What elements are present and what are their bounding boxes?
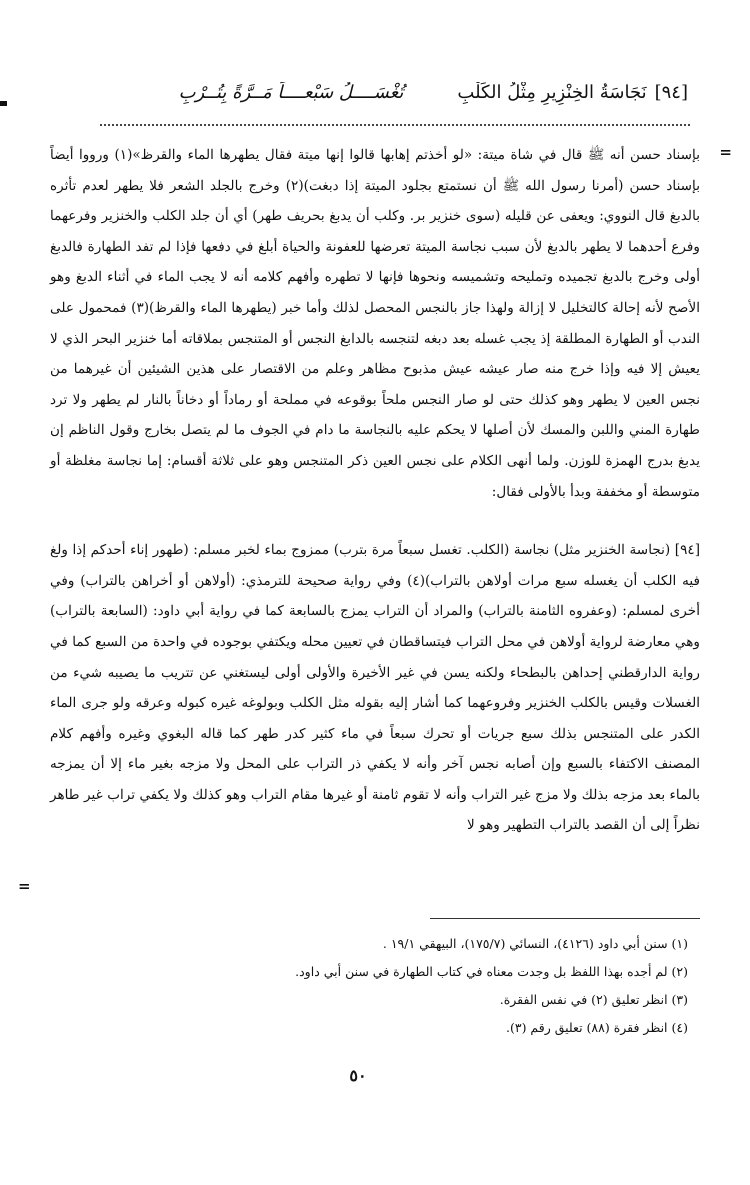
running-header [88,82,688,118]
continuation-mark-top: = [719,143,732,161]
section-number: [٩٤] [654,82,688,103]
paragraph-najasa: [٩٤] (نجاسة الخنزير مثل) نجاسة (الكلب. تغسل سبعاً مرة بترب) ممزوج بماء لخبر مسلم: (طهور إناء أحدكم إذا ولغ فيه الكلب أن يغسله سبع مرات أولاهن بالتراب)(٤) وفي رواية صحيحة للترمذي: (أولاهن أو أخراهن بالتراب) وفي أخرى لمسلم: (وعفروه الثامنة بالتراب) والمراد أن التراب يمزج بالسابعة كما في رواية أبي داود: (السابعة بالتراب) وهي معارضة لرواية أولاهن في محل التراب فيتساقطان في تعيين محله ويكتفي بوجوده في واحدة من السبع كما في رواية الدارقطني إحداهن بالبطحاء ولكنه يسن في غير الأخيرة والأولى أولى ليستغني عن تتريب ما يصيبه شيء من الغسلات وقيس بالكلب الخنزير وفروعهما كما أشار إليه بقوله مثل الكلب وبولوغه غيره كبوله وعرقه ولو جرى الماء الكدر على المتنجس بذلك سبع جريات أو تحرك سبعاً في ماء كثير كدر طهر كما قاله البغوي وغيره وأفهم كلام المصنف الاكتفاء بالسبع وإن أصابه نجس آخر وأنه لا يكفي ذر التراب على المحل ولا مزجه بغير ماء إلا أن يمزجه بالماء بعد مزجه بذلك ولا مزج غير التراب وأنه لا تقوم ثامنة أو غيرها مقام التراب وهو كذلك ولا يكفي تراب غير طاهر نظراً إلى أن القصد بالتراب التطهير وهو لا [50,542,700,834]
page-number: ٥٠ [349,1066,367,1085]
continuation-mark-bottom: = [18,877,31,895]
footnote-rule [430,918,700,919]
paragraph-gap [50,507,700,535]
main-text [50,140,700,841]
paragraph-dabgh: بإسناد حسن أنه ﷺ قال في شاة ميتة: «لو أخذتم إهابها قالوا إنها ميتة فقال يطهرها الماء والقرظ»(١) ورووا أيضاً بإسناد حسن (أمرنا رسول الله ﷺ أن نستمتع بجلود الميتة إذا دبغت)(٢) وخرج بالجلد الشعر فلا يطهر لعدم تأثره بالدبغ قال النووي: ويعفى عن قليله (سوى خنزير بر. وكلب أن يدبغ بحريف طهر) أي أن جلد الكلب والخنزير وفرعهما وفرع أحدهما لا يطهر بالدبغ لأن سبب نجاسة الميتة تعرضها للعفونة والحياة أبلغ في دفعها فإذا لم تفد الطهارة فالدبغ أولى وخرج بالدبغ تجميده وتمليحه وتشميسه ونحوها فإنها لا تطهره وأفهم كلامه أنه لا يجب الماء في أثناء الدبغ وهو الأصح لأنه إحالة كالتخليل لا إزالة ولهذا جاز بالنجس المحصل لذلك وأما خبر (يطهرها الماء والقرظ)(٣) فمحمول على الندب أو الطهارة المطلقة إذ يجب غسله بعد دبغه لتنجسه بالدابغ النجس أو المتنجس بملاقاته أما خنزير البحر الذي لا يعيش إلا فيه وإذا خرج منه صار عيشه عيش مذبوح مظاهر وعلم من الاقتصار على هذين الشيئين أن غيرهما من نجس العين لا يطهر وهو كذلك حتى لو صار النجس ملحاً بوقوعه في مملحة أو رماداً أو دخاناً بالنار لم يطهر ولا ترد طهارة المني واللبن والمسك لأن أصلها لا يحكم عليه بالنجاسة ما دام في الجوف ما لم يتصل بخارج وقول الناظم إن يدبغ بدرج الهمزة للوزن. ولما أنهى الكلام على نجس العين ذكر المتنجس وهو على ثلاثة أقسام: إما نجاسة مغلظة أو متوسطة أو مخففة وبدأ بالأولى فقال: [50,147,700,500]
edge-mark [0,101,7,106]
footnote: (٣) انظر تعليق (٢) في نفس الفقرة. [499,992,688,1007]
footnotes [88,930,688,1042]
footnote: (٢) لم أجده بهذا اللفظ بل وجدت معناه في كتاب الطهارة في سنن أبي داود. [295,964,688,979]
footnote: (١) سنن أبي داود (٤١٢٦)، النسائي (١٧٥/٧)، البيهقي ١٩/١ . [382,936,688,951]
verse-first-half: نَجَاسَةُ الخِنْزِيرِ مِثْلُ الكَلْبِ [457,82,647,103]
dotted-divider [100,124,690,134]
footnote: (٤) انظر فقرة (٨٨) تعليق رقم (٣). [505,1020,688,1035]
verse-second-half: تُغْسَــــلُ سَبْعــــاً مَــرَّةً بِتُــرْبِ [178,82,404,103]
